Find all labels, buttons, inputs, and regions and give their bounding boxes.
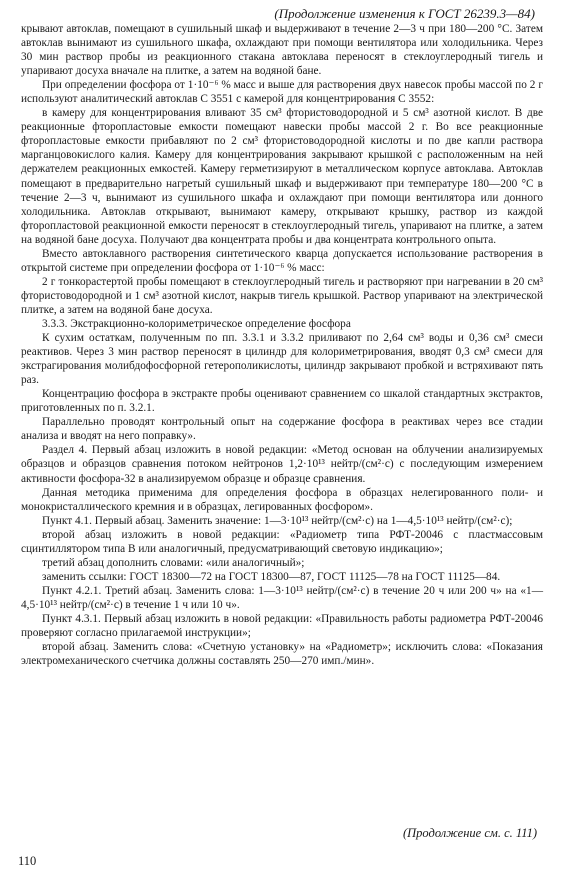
paragraph: второй абзац. Заменить слова: «Счетную установку» на «Радиометр»; исключить слова: «Показания электромеханического счетчика должны составлять 250—270 имп./мин». — [21, 641, 543, 668]
paragraph: 3.3.3. Экстракционно-колориметрическое определение фосфора — [42, 317, 351, 330]
paragraph: Пункт 4.3.1. Первый абзац изложить в новой редакции: «Правильность работы радиометра РФТ-20046 проверяют согласно прилагаемой инструкции»; — [21, 612, 543, 640]
paragraph: 2 г тонкорастертой пробы помещают в стеклоуглеродный тигель и растворяют при нагревании в 20 см³ фтористоводородной и 1 см³ азотной кислот, накрыв тигель крышкой. Раствор упаривают на электрической плитке, а затем на водяной бане досуха. — [21, 275, 543, 316]
paragraph: Данная методика применима для определения фосфора в образцах нелегированного поли- и монокристаллического кремния и в образцах, легированных фосфором». — [21, 486, 543, 513]
paragraph: Концентрацию фосфора в экстракте пробы оценивают сравнением со шкалой стандартных экстрактов, приготовленных по п. 3.2.1. — [21, 388, 543, 415]
continuation-header: (Продолжение изменения к ГОСТ 26239.3—84) — [274, 6, 535, 21]
paragraph: Параллельно проводят контрольный опыт на содержание фосфора в реактивах через все стадии анализа и вводят на него поправку». — [21, 416, 543, 443]
document-body — [21, 22, 543, 668]
paragraph: Пункт 4.1. Первый абзац. Заменить значение: 1—3·10¹³ нейтр/(см²·с) на 1—4,5·10¹³ нейтр/(см²·с); — [42, 514, 513, 527]
paragraph: заменить ссылки: ГОСТ 18300—72 на ГОСТ 18300—87, ГОСТ 11125—78 на ГОСТ 11125—84. — [42, 570, 501, 583]
paragraph: Вместо автоклавного растворения синтетического кварца допускается использование растворения в открытой системе при определении фосфора от 1·10⁻⁶ % масс: — [21, 247, 543, 274]
paragraph: третий абзац дополнить словами: «или аналогичный»; — [42, 556, 305, 569]
paragraph: Раздел 4. Первый абзац изложить в новой редакции: «Метод основан на облучении анализируемых образцов и образцов сравнения потоком нейтронов 1,2·10¹³ нейтр/(см²·с) с последующим измерением активности фосфора-32 в анализируемом образце и образце сравнения. — [21, 444, 543, 485]
page-number: 110 — [18, 854, 37, 868]
paragraph: крывают автоклав, помещают в сушильный шкаф и выдерживают в течение 2—3 ч при 180—200 °С. Затем автоклав вынимают из сушильного шкафа, охлаждают при помощи вентилятора или холодильника. Через 30 мин раствор пробы из реакционного стакана автоклава переносят в стеклоуглеродный тигель и упаривают досуха вначале на плитке, а затем на водяной бане. — [21, 23, 543, 78]
paragraph: второй абзац изложить в новой редакции: «Радиометр типа РФТ-20046 с пластмассовым сцинтиллятором типа В или аналогичный, предусматривающий световую индикацию»; — [21, 528, 543, 555]
paragraph: К сухим остаткам, полученным по пп. 3.3.1 и 3.3.2 приливают по 2,64 см³ воды и 0,36 см³ смеси реактивов. Через 3 мин раствор переносят в цилиндр для колориметрирования, вводят 0,3 см³ смеси для экстрагирования молибдофосфорной гетерополикислоты, цилиндр закрывают пробкой и встряхивают пять раз. — [21, 332, 543, 387]
paragraph: в камеру для концентрирования вливают 35 см³ фтористоводородной и 5 см³ азотной кислот. В две реакционные фторопластовые емкости помещают навески пробы массой 2 г. Во все реакционные фторопластовые емкости прибавляют по 2 см³ фтористоводородной кислоты и по две капли раствора марганцовокислого калия. Камеру для концентрирования закрывают крышкой с расположенным на ней держателем реакционных емкостей. Камеру герметизируют в металлическом корпусе автоклава. Автоклав помещают в предварительно нагретый сушильный шкаф и выдерживают при температуре 180—200 °С в течение 2—3 ч, вынимают из сушильного шкафа и охлаждают при помощи вентилятора или донного холодильника. Автоклав открывают, вынимают камеру, открывают крышку, раствор из каждой фторопластовой реакционной емкости переносят в стеклоуглеродный тигель, упаривают на плитке, а затем на водяной бане досуха. Получают два концентрата пробы и два концентрата контрольного опыта. — [21, 107, 543, 246]
continued-note: (Продолжение см. с. 111) — [402, 826, 537, 840]
paragraph: При определении фосфора от 1·10⁻⁶ % масс и выше для растворения двух навесок пробы массой по 2 г используют аналитический автоклав С 3551 с камерой для концентрирования С 3552: — [21, 79, 543, 106]
paragraph: Пункт 4.2.1. Третий абзац. Заменить слова: 1—3·10¹³ нейтр/(см²·с) в течение 20 ч или 200 ч» на «1—4,5·10¹³ нейтр/(см²·с) в течение 1 ч или 10 ч». — [21, 584, 543, 611]
